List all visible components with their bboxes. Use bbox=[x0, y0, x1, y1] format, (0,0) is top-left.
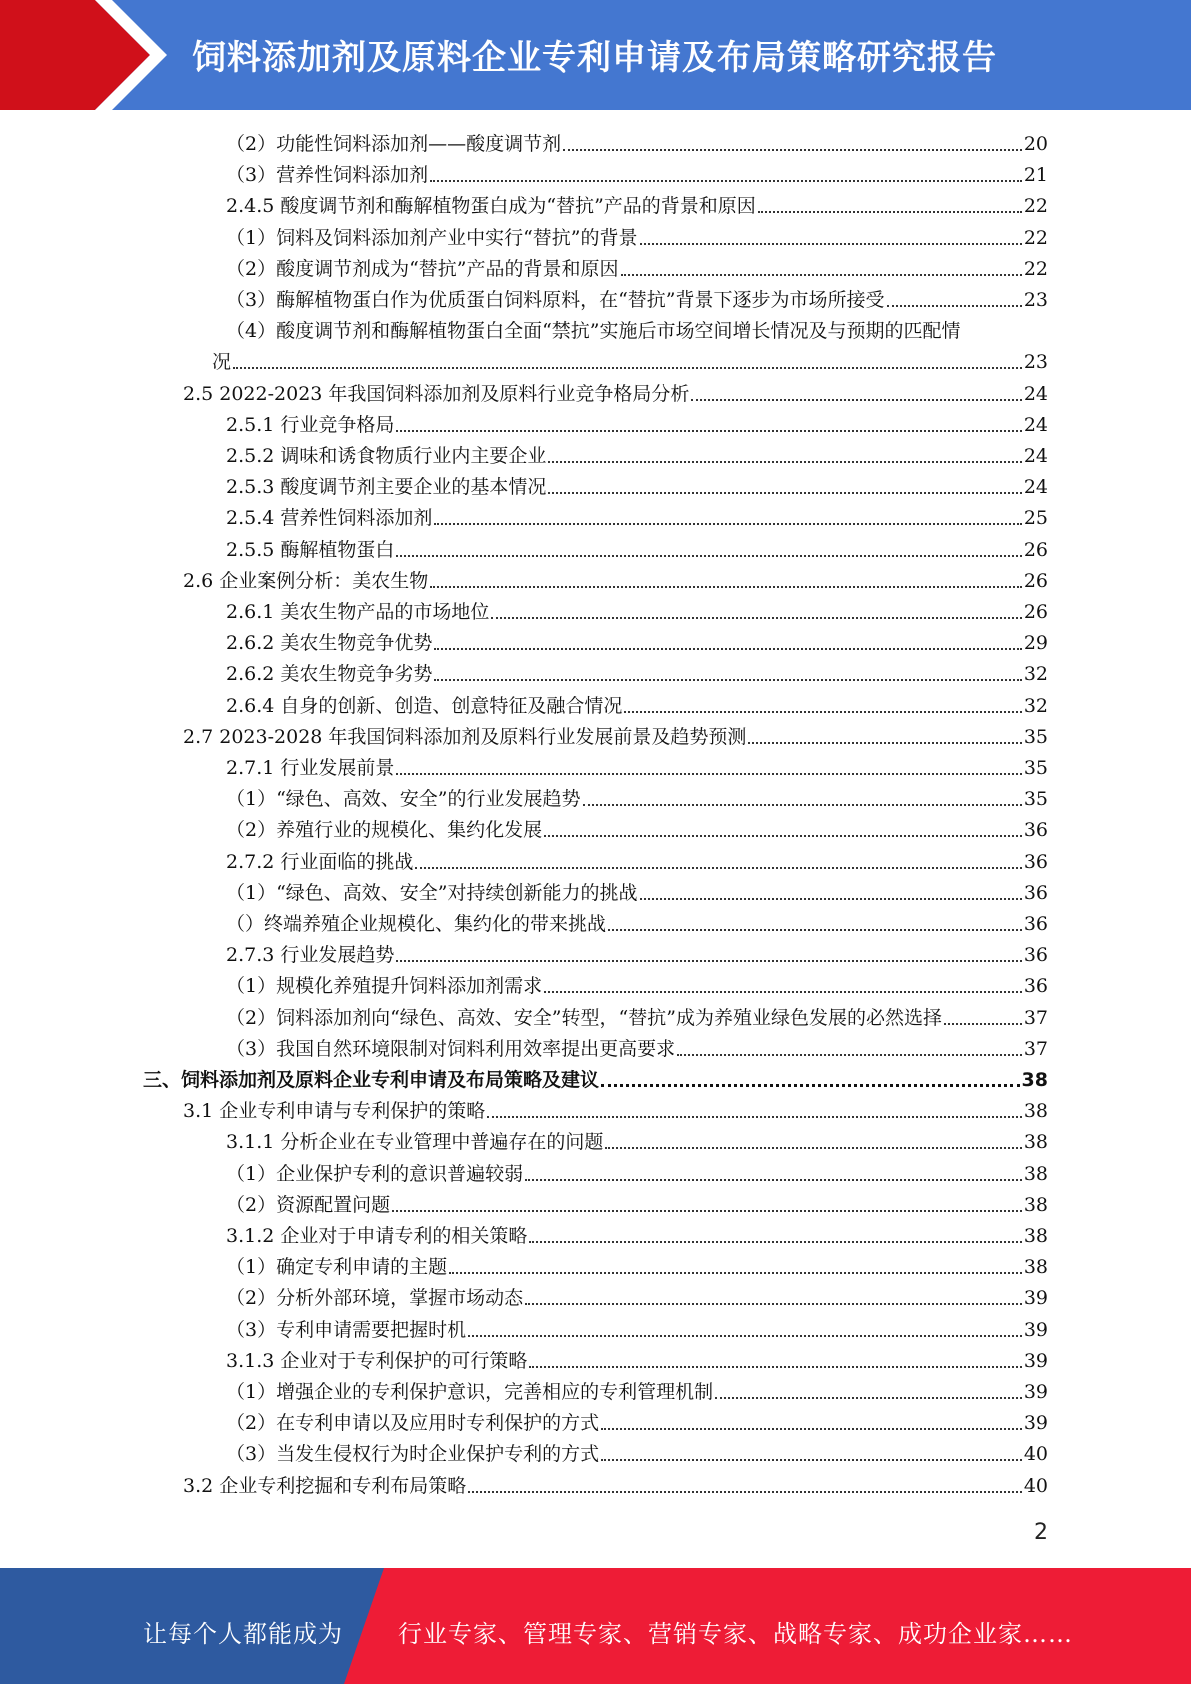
toc-leader-dots bbox=[621, 274, 1022, 276]
toc-entry-page: 22 bbox=[1023, 195, 1048, 217]
toc-entry-page: 35 bbox=[1023, 757, 1048, 779]
toc-leader-dots bbox=[468, 1491, 1022, 1493]
toc-entry-label: （1）增强企业的专利保护意识，完善相应的专利管理机制 bbox=[226, 1381, 714, 1403]
toc-leader-dots bbox=[677, 1054, 1022, 1056]
toc-entry-label: 2.7.1 行业发展前景 bbox=[226, 757, 395, 779]
toc-entry-page: 39 bbox=[1023, 1319, 1048, 1341]
toc-entry-page: 23 bbox=[1023, 289, 1048, 311]
toc-leader-dots bbox=[601, 1459, 1022, 1461]
toc-entry-page: 36 bbox=[1023, 975, 1048, 997]
toc-entry[interactable] bbox=[183, 721, 1048, 749]
toc-entry-label: （1）“绿色、高效、安全”对持续创新能力的挑战 bbox=[226, 882, 638, 904]
toc-entry-label: 2.5.2 调味和诱食物质行业内主要企业 bbox=[226, 445, 547, 467]
page-footer bbox=[0, 1568, 1191, 1684]
toc-entry-page: 26 bbox=[1023, 539, 1048, 561]
toc-entry[interactable] bbox=[226, 939, 1048, 967]
toc-entry[interactable] bbox=[226, 253, 1048, 281]
toc-entry-label: 2.5.4 营养性饲料添加剂 bbox=[226, 507, 433, 529]
toc-leader-dots bbox=[449, 1272, 1022, 1274]
toc-entry-label: （2）功能性饲料添加剂——酸度调节剂 bbox=[226, 133, 562, 155]
toc-entry[interactable] bbox=[226, 190, 1048, 218]
toc-entry-page: 38 bbox=[1023, 1131, 1048, 1153]
toc-entry-label: 2.7.3 行业发展趋势 bbox=[226, 944, 395, 966]
toc-leader-dots bbox=[434, 679, 1021, 681]
toc-entry[interactable] bbox=[226, 1345, 1048, 1373]
toc-entry-label: （1）饲料及饲料添加剂产业中实行“替抗”的背景 bbox=[226, 227, 638, 249]
toc-leader-dots bbox=[624, 711, 1021, 713]
toc-entry[interactable] bbox=[226, 222, 1048, 250]
toc-leader-dots bbox=[544, 835, 1022, 837]
toc-entry-page: 26 bbox=[1023, 570, 1048, 592]
toc-entry-label: 2.5.5 酶解植物蛋白 bbox=[226, 539, 395, 561]
toc-leader-dots bbox=[487, 1116, 1022, 1118]
toc-entry-label: 2.6.1 美农生物产品的市场地位 bbox=[226, 601, 490, 623]
toc-entry-label: 2.6.2 美农生物竞争优势 bbox=[226, 632, 433, 654]
toc-entry-label: 2.5 2022-2023 年我国饲料添加剂及原料行业竞争格局分析 bbox=[183, 383, 690, 405]
toc-entry-page: 36 bbox=[1023, 851, 1048, 873]
toc-leader-dots bbox=[529, 1241, 1021, 1243]
footer-slogan-left: 让每个人都能成为 bbox=[143, 1620, 343, 1648]
toc-leader-dots bbox=[396, 555, 1021, 557]
toc-leader-dots bbox=[434, 523, 1021, 525]
toc-entry-label: （3）营养性饲料添加剂 bbox=[226, 164, 429, 186]
toc-entry[interactable] bbox=[226, 690, 1048, 718]
report-title: 饲料添加剂及原料企业专利申请及布局策略研究报告 bbox=[192, 38, 997, 78]
toc-entry-label: 2.6.4 自身的创新、创造、创意特征及融合情况 bbox=[226, 695, 623, 717]
toc-entry-page: 35 bbox=[1023, 788, 1048, 810]
toc-leader-dots bbox=[392, 1210, 1022, 1212]
toc-entry[interactable] bbox=[226, 1033, 1048, 1061]
toc-entry-label: 2.5.3 酸度调节剂主要企业的基本情况 bbox=[226, 476, 547, 498]
toc-entry-label: 三、饲料添加剂及原料企业专利申请及布局策略及建议 bbox=[143, 1069, 600, 1091]
toc-leader-dots bbox=[691, 399, 1021, 401]
toc-leader-dots bbox=[601, 1428, 1022, 1430]
toc-entry-label: （4）酸度调节剂和酶解植物蛋白全面“禁抗”实施后市场空间增长情况及与预期的匹配情 bbox=[226, 320, 961, 342]
toc-leader-dots bbox=[548, 492, 1021, 494]
toc-leader-dots bbox=[640, 898, 1022, 900]
toc-leader-dots bbox=[887, 305, 1022, 307]
toc-entry-label: （3）专利申请需要把握时机 bbox=[226, 1319, 467, 1341]
toc-entry[interactable] bbox=[226, 1189, 1048, 1217]
toc-entry[interactable] bbox=[226, 1251, 1048, 1279]
toc-entry-page: 23 bbox=[1023, 351, 1048, 373]
toc-entry-page: 39 bbox=[1023, 1412, 1048, 1434]
toc-entry[interactable] bbox=[183, 1470, 1048, 1498]
toc-entry[interactable] bbox=[226, 128, 1048, 156]
toc-entry-label: （1）规模化养殖提升饲料添加剂需求 bbox=[226, 975, 543, 997]
footer-slogan-right: 行业专家、管理专家、营销专家、战略专家、成功企业家…… bbox=[398, 1620, 1073, 1648]
toc-entry[interactable] bbox=[226, 752, 1048, 780]
toc-entry-page: 37 bbox=[1023, 1038, 1048, 1060]
toc-entry[interactable] bbox=[226, 1314, 1048, 1342]
toc-entry-page: 36 bbox=[1023, 819, 1048, 841]
toc-entry-page: 35 bbox=[1023, 726, 1048, 748]
toc-leader-dots bbox=[525, 1303, 1022, 1305]
toc-entry[interactable] bbox=[226, 658, 1048, 686]
toc-entry[interactable] bbox=[226, 1002, 1048, 1030]
toc-entry[interactable] bbox=[226, 315, 961, 343]
toc-entry-page: 39 bbox=[1023, 1381, 1048, 1403]
toc-leader-dots bbox=[430, 586, 1022, 588]
toc-entry-page: 25 bbox=[1023, 507, 1048, 529]
toc-entry-label: 3.1.1 分析企业在专业管理中普遍存在的问题 bbox=[226, 1131, 604, 1153]
toc-leader-dots bbox=[605, 1147, 1021, 1149]
toc-entry-page: 36 bbox=[1023, 913, 1048, 935]
toc-entry-page: 22 bbox=[1023, 258, 1048, 280]
toc-entry[interactable] bbox=[226, 970, 1048, 998]
toc-entry[interactable] bbox=[226, 409, 1048, 437]
toc-entry-page: 39 bbox=[1023, 1287, 1048, 1309]
toc-entry[interactable] bbox=[226, 1376, 1048, 1404]
toc-entry-label: 3.1 企业专利申请与专利保护的策略 bbox=[183, 1100, 486, 1122]
toc-entry-label: （2）养殖行业的规模化、集约化发展 bbox=[226, 819, 543, 841]
toc-entry[interactable] bbox=[226, 471, 1048, 499]
toc-entry-page: 32 bbox=[1023, 663, 1048, 685]
toc-entry-label: （2）饲料添加剂向“绿色、高效、安全”转型，“替抗”成为养殖业绿色发展的必然选择 bbox=[226, 1007, 942, 1029]
toc-entry-label: 3.2 企业专利挖掘和专利布局策略 bbox=[183, 1475, 467, 1497]
toc-entry[interactable] bbox=[226, 627, 1048, 655]
toc-leader-dots bbox=[434, 648, 1021, 650]
toc-entry[interactable] bbox=[226, 502, 1048, 530]
toc-leader-dots bbox=[758, 211, 1022, 213]
toc-entry-page: 40 bbox=[1023, 1443, 1048, 1465]
toc-entry-page: 24 bbox=[1023, 476, 1048, 498]
toc-entry-label: （3）我国自然环境限制对饲料利用效率提出更高要求 bbox=[226, 1038, 676, 1060]
toc-entry-page: 21 bbox=[1023, 164, 1048, 186]
toc-entry-page: 38 bbox=[1023, 1194, 1048, 1216]
toc-entry-label: 2.6 企业案例分析：美农生物 bbox=[183, 570, 429, 592]
toc-leader-dots bbox=[491, 617, 1021, 619]
toc-entry-label: （1）确定专利申请的主题 bbox=[226, 1256, 448, 1278]
toc-entry-label: （1）“绿色、高效、安全”的行业发展趋势 bbox=[226, 788, 581, 810]
toc-leader-dots bbox=[583, 804, 1022, 806]
toc-entry-label: 3.1.2 企业对于申请专利的相关策略 bbox=[226, 1225, 528, 1247]
toc-entry[interactable] bbox=[226, 814, 1048, 842]
toc-entry-label: （1）企业保护专利的意识普遍较弱 bbox=[226, 1163, 524, 1185]
toc-leader-dots bbox=[396, 430, 1021, 432]
toc-entry-page: 24 bbox=[1023, 414, 1048, 436]
toc-entry[interactable] bbox=[226, 846, 1048, 874]
page-number: 2 bbox=[1034, 1520, 1048, 1545]
toc-entry-page: 36 bbox=[1023, 882, 1048, 904]
toc-entry[interactable] bbox=[226, 1158, 1048, 1186]
toc-entry[interactable] bbox=[226, 877, 1048, 905]
toc-entry-page: 32 bbox=[1023, 695, 1048, 717]
toc-entry-page: 26 bbox=[1023, 601, 1048, 623]
toc-entry-label: （）终端养殖企业规模化、集约化的带来挑战 bbox=[226, 913, 607, 935]
toc-entry[interactable] bbox=[183, 378, 1048, 406]
toc-leader-dots bbox=[233, 367, 1022, 369]
toc-entry-label: （3）酶解植物蛋白作为优质蛋白饲料原料，在“替抗”背景下逐步为市场所接受 bbox=[226, 289, 885, 311]
toc-leader-dots bbox=[525, 1179, 1022, 1181]
toc-entry[interactable] bbox=[226, 440, 1048, 468]
toc-entry-label: 2.5.1 行业竞争格局 bbox=[226, 414, 395, 436]
toc-entry-label: 况 bbox=[212, 351, 232, 373]
toc-entry[interactable] bbox=[226, 908, 1048, 936]
toc-entry-label: 2.7.2 行业面临的挑战 bbox=[226, 851, 414, 873]
toc-entry-label: （2）酸度调节剂成为“替抗”产品的背景和原因 bbox=[226, 258, 619, 280]
toc-entry[interactable] bbox=[226, 284, 1048, 312]
toc-entry[interactable] bbox=[226, 783, 1048, 811]
toc-leader-dots bbox=[563, 149, 1022, 151]
toc-entry-label: （2）在专利申请以及应用时专利保护的方式 bbox=[226, 1412, 600, 1434]
toc-chapter-entry[interactable] bbox=[143, 1064, 1048, 1092]
toc-leader-dots bbox=[944, 1023, 1022, 1025]
toc-leader-dots bbox=[529, 1366, 1021, 1368]
toc-entry-page: 37 bbox=[1023, 1007, 1048, 1029]
toc-entry-page: 38 bbox=[1023, 1163, 1048, 1185]
toc-entry-label: 2.7 2023-2028 年我国饲料添加剂及原料行业发展前景及趋势预测 bbox=[183, 726, 747, 748]
toc-entry-page: 38 bbox=[1023, 1256, 1048, 1278]
toc-leader-dots bbox=[396, 960, 1021, 962]
toc-entry[interactable] bbox=[226, 1407, 1048, 1435]
toc-entry-page: 29 bbox=[1023, 632, 1048, 654]
toc-entry[interactable] bbox=[226, 596, 1048, 624]
toc-entry-page: 38 bbox=[1021, 1069, 1048, 1091]
toc-leader-dots bbox=[715, 1397, 1022, 1399]
toc-entry-page: 39 bbox=[1023, 1350, 1048, 1372]
toc-entry[interactable] bbox=[212, 346, 1048, 374]
toc-entry[interactable] bbox=[226, 1438, 1048, 1466]
toc-entry-label: 3.1.3 企业对于专利保护的可行策略 bbox=[226, 1350, 528, 1372]
toc-entry-page: 38 bbox=[1023, 1225, 1048, 1247]
toc-entry-page: 36 bbox=[1023, 944, 1048, 966]
toc-entry[interactable] bbox=[183, 565, 1048, 593]
toc-entry-label: （3）当发生侵权行为时企业保护专利的方式 bbox=[226, 1443, 600, 1465]
toc-leader-dots bbox=[640, 243, 1022, 245]
toc-entry-page: 24 bbox=[1023, 445, 1048, 467]
toc-entry[interactable] bbox=[226, 159, 1048, 187]
toc-leader-dots bbox=[608, 929, 1022, 931]
toc-entry[interactable] bbox=[226, 1282, 1048, 1310]
toc-entry-label: （2）分析外部环境，掌握市场动态 bbox=[226, 1287, 524, 1309]
toc-leader-dots bbox=[468, 1335, 1022, 1337]
toc-entry-label: （2）资源配置问题 bbox=[226, 1194, 391, 1216]
toc-leader-dots bbox=[548, 461, 1021, 463]
toc-entry[interactable] bbox=[226, 1126, 1048, 1154]
toc-entry-page: 24 bbox=[1023, 383, 1048, 405]
toc-leader-dots bbox=[601, 1084, 1020, 1087]
toc-entry-page: 22 bbox=[1023, 227, 1048, 249]
toc-leader-dots bbox=[430, 180, 1022, 182]
toc-leader-dots bbox=[415, 867, 1021, 869]
toc-entry[interactable] bbox=[226, 534, 1048, 562]
toc-leader-dots bbox=[544, 991, 1022, 993]
toc-entry-page: 20 bbox=[1023, 133, 1048, 155]
page-header bbox=[0, 0, 1191, 110]
toc-entry-label: 2.4.5 酸度调节剂和酶解植物蛋白成为“替抗”产品的背景和原因 bbox=[226, 195, 756, 217]
toc-leader-dots bbox=[748, 742, 1021, 744]
toc-entry-page: 40 bbox=[1023, 1475, 1048, 1497]
toc-entry[interactable] bbox=[183, 1095, 1048, 1123]
toc-entry[interactable] bbox=[226, 1220, 1048, 1248]
toc-leader-dots bbox=[396, 773, 1021, 775]
toc-entry-page: 38 bbox=[1023, 1100, 1048, 1122]
toc-entry-label: 2.6.2 美农生物竞争劣势 bbox=[226, 663, 433, 685]
